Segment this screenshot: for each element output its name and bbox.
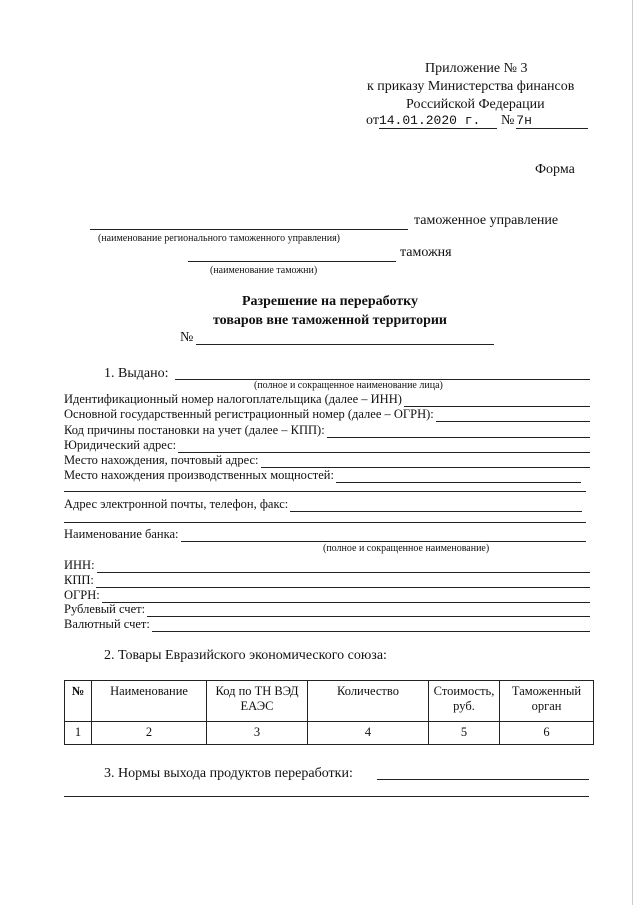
section3-heading: 3. Нормы выхода продуктов переработки: <box>104 766 353 781</box>
currency-account-row[interactable] <box>64 616 590 632</box>
form-label: Форма <box>535 162 575 177</box>
postal-address-row[interactable] <box>64 452 590 468</box>
ruble-account-row[interactable] <box>64 601 590 617</box>
permit-number-line[interactable] <box>196 344 494 345</box>
section1-heading: 1. Выдано: <box>104 366 169 381</box>
col-quantity-header: Количество <box>308 681 429 722</box>
field-label: Основной государственный регистрационный номер (далее – ОГРН): <box>64 407 434 421</box>
field-label: ОГРН: <box>64 588 100 602</box>
field-label: Юридический адрес: <box>64 438 177 452</box>
page-edge <box>632 0 633 905</box>
field-line[interactable] <box>181 529 586 542</box>
order-number: 7н <box>516 113 588 129</box>
inn-field-row[interactable] <box>64 391 590 407</box>
table-row <box>65 722 594 745</box>
field-label: ИНН: <box>64 558 95 572</box>
customs-suffix: таможня <box>400 245 452 260</box>
production-address-row[interactable] <box>64 467 581 483</box>
customs-line[interactable] <box>188 261 396 262</box>
ministry-line: Российской Федерации <box>406 97 545 112</box>
table-cell: 2 <box>92 722 207 745</box>
regional-customs-suffix: таможенное управление <box>414 213 559 228</box>
table-cell: 5 <box>429 722 500 745</box>
date-prefix: от <box>366 113 379 128</box>
field-line[interactable] <box>336 470 581 483</box>
bank-caption: (полное и сокращенное наименование) <box>323 543 490 554</box>
issued-to-caption: (полное и сокращенное наименование лица) <box>254 380 443 391</box>
table-cell: 6 <box>500 722 594 745</box>
field-line[interactable] <box>436 409 590 422</box>
appendix-line: Приложение № 3 <box>425 61 528 76</box>
order-date-row <box>366 113 588 129</box>
field-line[interactable] <box>152 619 590 632</box>
output-norms-line[interactable] <box>377 779 589 780</box>
ogrn-field-row[interactable] <box>64 406 590 422</box>
output-norms-line2[interactable] <box>64 796 589 797</box>
title-line2: товаров вне таможенной территории <box>212 313 447 328</box>
col-cost-header: Стоимость, руб. <box>429 681 500 722</box>
table-header-row <box>65 681 594 722</box>
col-name-header: Наименование <box>92 681 207 722</box>
bank-name-row[interactable] <box>64 526 586 542</box>
table-cell: 3 <box>207 722 308 745</box>
contacts-row[interactable] <box>64 496 582 512</box>
col-customs-header: Таможенный орган <box>500 681 594 722</box>
field-line[interactable] <box>290 499 582 512</box>
table-cell: 1 <box>65 722 92 745</box>
section2-heading: 2. Товары Евразийского экономического союза: <box>104 648 387 663</box>
bank-inn-row[interactable] <box>64 557 590 573</box>
field-label: Рублевый счет: <box>64 602 146 616</box>
order-line: к приказу Министерства финансов <box>367 79 575 94</box>
field-label: Место нахождения, почтовый адрес: <box>64 453 259 467</box>
field-label: Место нахождения производственных мощностей: <box>64 468 334 482</box>
col-code-header: Код по ТН ВЭД ЕАЭС <box>207 681 308 722</box>
goods-table <box>64 680 594 745</box>
production-address-line2[interactable] <box>64 491 586 492</box>
col-number-header: № <box>65 681 92 722</box>
table-cell: 4 <box>308 722 429 745</box>
order-date: 14.01.2020 г. <box>379 113 497 129</box>
permit-number-sign: № <box>180 330 194 345</box>
title-line1: Разрешение на переработку <box>241 294 419 309</box>
field-label: Наименование банка: <box>64 527 179 541</box>
bank-kpp-row[interactable] <box>64 572 590 588</box>
field-label: Валютный счет: <box>64 617 150 631</box>
field-label: Идентификационный номер налогоплательщика (далее – ИНН) <box>64 392 402 406</box>
legal-address-row[interactable] <box>64 437 590 453</box>
customs-caption: (наименование таможни) <box>210 265 318 276</box>
kpp-field-row[interactable] <box>64 422 590 438</box>
regional-customs-line[interactable] <box>90 229 408 230</box>
field-label: Адрес электронной почты, телефон, факс: <box>64 497 289 511</box>
number-prefix: № <box>500 113 515 128</box>
regional-customs-caption: (наименование регионального таможенного управления) <box>98 233 341 244</box>
contacts-line2[interactable] <box>64 522 586 523</box>
field-label: Код причины постановки на учет (далее – КПП): <box>64 423 325 437</box>
field-label: КПП: <box>64 573 94 587</box>
